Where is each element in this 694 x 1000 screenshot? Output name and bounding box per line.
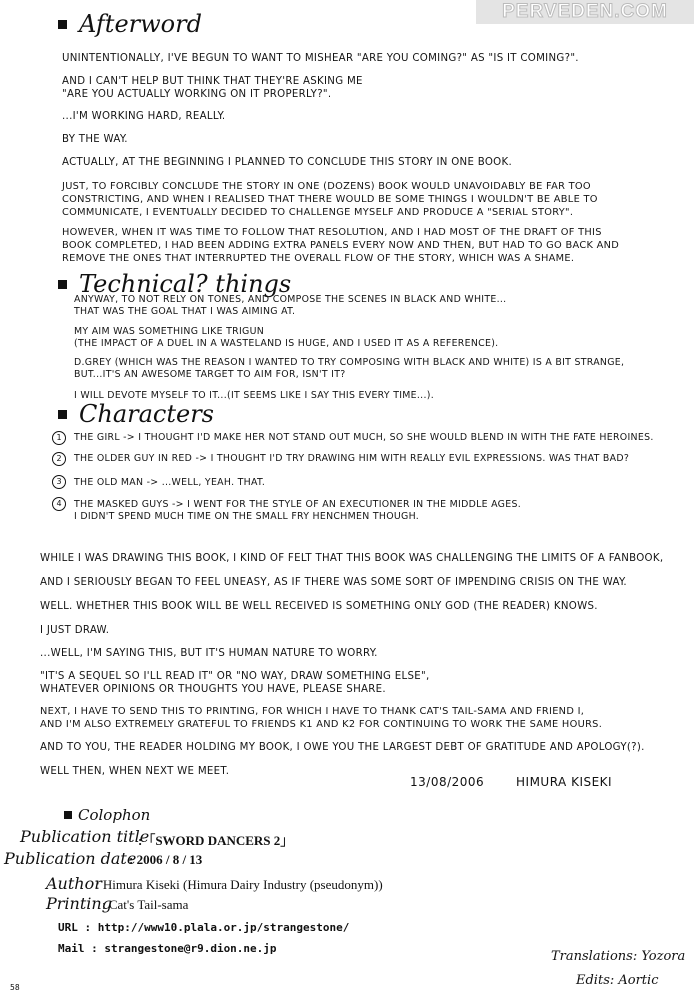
characters-title: Characters bbox=[79, 400, 214, 428]
closing-paragraph: AND I SERIOUSLY BEGAN TO FEEL UNEASY, AS IF THERE WAS SOME SORT OF IMPENDING CRISIS ON THE WAY. bbox=[40, 577, 627, 588]
printing-label: Printing bbox=[46, 894, 112, 913]
character-item: THE OLDER GUY IN RED -> I THOUGHT I'D TRY DRAWING HIM WITH REALLY EVIL EXPRESSIONS. WAS THAT BAD? bbox=[74, 453, 630, 464]
number-3-icon: 3 bbox=[52, 475, 66, 489]
number-1-icon: 1 bbox=[52, 431, 66, 445]
colophon-title: Colophon bbox=[78, 806, 151, 824]
bullet-square-icon bbox=[58, 20, 67, 29]
technical-title: Technical? things bbox=[79, 270, 292, 298]
technical-paragraph: I WILL DEVOTE MYSELF TO IT...(IT SEEMS LIKE I SAY THIS EVERY TIME...). bbox=[74, 390, 434, 401]
closing-paragraph: WELL THEN, WHEN NEXT WE MEET. bbox=[40, 766, 230, 777]
characters-heading bbox=[58, 400, 214, 428]
number-4-icon: 4 bbox=[52, 497, 66, 511]
technical-paragraph: MY AIM WAS SOMETHING LIKE TRIGUN (THE IMPACT OF A DUEL IN A WASTELAND IS HUGE, AND I USED IT AS A REFERENCE). bbox=[74, 326, 499, 349]
afterword-paragraph: BY THE WAY. bbox=[62, 134, 128, 145]
signature-date: 13/08/2006 bbox=[410, 775, 485, 789]
character-item: THE GIRL -> I THOUGHT I'D MAKE HER NOT STAND OUT MUCH, SO SHE WOULD BLEND IN WITH THE FATE HEROINES. bbox=[74, 432, 654, 443]
technical-paragraph: ANYWAY, TO NOT RELY ON TONES, AND COMPOSE THE SCENES IN BLACK AND WHITE... THAT WAS THE GOAL THAT I WAS AIMING AT. bbox=[74, 294, 507, 317]
character-item: THE MASKED GUYS -> I WENT FOR THE STYLE OF AN EXECUTIONER IN THE MIDDLE AGES. I DIDN'T SPEND MUCH TIME ON THE SMALL FRY HENCHMEN THOUGH. bbox=[74, 499, 521, 522]
mail-link[interactable]: Mail : strangestone@r9.dion.ne.jp bbox=[58, 942, 277, 955]
afterword-paragraph: JUST, TO FORCIBLY CONCLUDE THE STORY IN ONE (DOZENS) BOOK WOULD UNAVOIDABLY BE FAR TOO CONSTRICTING, AND WHEN I REALISED THAT THERE WOULD BE SOME THINGS I WOULDN'T BE ABLE TO COMMUNICATE, I EVENTUALLY DECIDED TO CHALLENGE MYSELF AND PRODUCE A "SERIAL STORY". bbox=[62, 181, 598, 218]
afterword-paragraph: HOWEVER, WHEN IT WAS TIME TO FOLLOW THAT RESOLUTION, AND I HAD MOST OF THE DRAFT OF THIS BOOK COMPLETED, I HAD BEEN ADDING EXTRA PANELS EVERY NOW AND THEN, BUT HAD TO GO BACK AND REMOVE THE ONES THAT INTERRUPTED THE OVERALL FLOW OF THE STORY, WHICH WAS A SHAME. bbox=[62, 227, 620, 264]
colophon-heading bbox=[64, 806, 150, 824]
closing-paragraph: NEXT, I HAVE TO SEND THIS TO PRINTING, FOR WHICH I HAVE TO THANK CAT'S TAIL-SAMA AND FRIEND I, AND I'M ALSO EXTREMELY GRATEFUL TO FRIENDS K1 AND K2 FOR CONTINUING TO WORK THE SAME HOURS. bbox=[40, 706, 603, 730]
publication-title-label: Publication title bbox=[20, 827, 150, 846]
publication-date-value: : 2006 / 8 / 13 bbox=[129, 852, 203, 867]
closing-paragraph: WHILE I WAS DRAWING THIS BOOK, I KIND OF FELT THAT THIS BOOK WAS CHALLENGING THE LIMITS OF A FANBOOK, bbox=[40, 553, 664, 564]
closing-paragraph: AND TO YOU, THE READER HOLDING MY BOOK, I OWE YOU THE LARGEST DEBT OF GRATITUDE AND APOLOGY(?). bbox=[40, 742, 645, 753]
technical-paragraph: D.GREY (WHICH WAS THE REASON I WANTED TO TRY COMPOSING WITH BLACK AND WHITE) IS A BIT STRANGE, BUT...IT'S AN AWESOME TARGET TO AIM FOR, ISN'T IT? bbox=[74, 357, 625, 380]
watermark: PERVEDEN.COM bbox=[476, 0, 694, 24]
bullet-square-icon bbox=[64, 811, 72, 819]
translations-credit: Translations: Yozora bbox=[551, 949, 686, 964]
edits-credit: Edits: Aortic bbox=[576, 973, 659, 988]
author-label: Author bbox=[46, 874, 102, 893]
bullet-square-icon bbox=[58, 410, 67, 419]
afterword-title: Afterword bbox=[79, 10, 202, 38]
character-item: THE OLD MAN -> ...WELL, YEAH. THAT. bbox=[74, 477, 266, 488]
author-value: : Himura Kiseki (Himura Dairy Industry (pseudonym)) bbox=[96, 877, 383, 892]
closing-paragraph: "IT'S A SEQUEL SO I'LL READ IT" OR "NO WAY, DRAW SOMETHING ELSE", WHATEVER OPINIONS OR THOUGHTS YOU HAVE, PLEASE SHARE. bbox=[40, 671, 430, 695]
bullet-square-icon bbox=[58, 280, 67, 289]
publication-title-value: :「SWORD DANCERS 2」 bbox=[138, 833, 294, 848]
printing-value: : Cat's Tail-sama bbox=[102, 897, 189, 912]
afterword-heading bbox=[58, 10, 202, 38]
closing-paragraph: WELL. WHETHER THIS BOOK WILL BE WELL RECEIVED IS SOMETHING ONLY GOD (THE READER) KNOWS. bbox=[40, 601, 598, 612]
url-link[interactable]: URL : http://www10.plala.or.jp/strangestone/ bbox=[58, 921, 350, 934]
publication-date-label: Publication date bbox=[4, 849, 137, 868]
afterword-paragraph: ACTUALLY, AT THE BEGINNING I PLANNED TO CONCLUDE THIS STORY IN ONE BOOK. bbox=[62, 157, 513, 168]
afterword-paragraph: ...I'M WORKING HARD, REALLY. bbox=[62, 111, 226, 122]
signature-author: HIMURA KISEKI bbox=[516, 775, 613, 789]
afterword-paragraph: AND I CAN'T HELP BUT THINK THAT THEY'RE ASKING ME "ARE YOU ACTUALLY WORKING ON IT PROPERLY?". bbox=[62, 76, 363, 100]
afterword-paragraph: UNINTENTIONALLY, I'VE BEGUN TO WANT TO MISHEAR "ARE YOU COMING?" AS "IS IT COMING?". bbox=[62, 53, 579, 64]
closing-paragraph: I JUST DRAW. bbox=[40, 625, 110, 636]
number-2-icon: 2 bbox=[52, 452, 66, 466]
page-number: 58 bbox=[10, 983, 20, 992]
closing-paragraph: ...WELL, I'M SAYING THIS, BUT IT'S HUMAN NATURE TO WORRY. bbox=[40, 648, 378, 659]
